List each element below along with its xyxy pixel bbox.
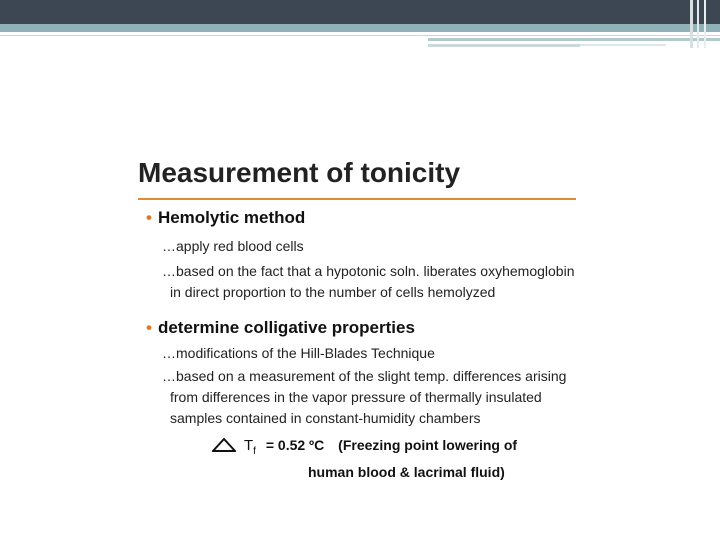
corner-decoration (690, 0, 693, 48)
formula-note-continued: human blood & lacrimal fluid) (308, 464, 505, 480)
section-heading-label: determine colligative properties (157, 318, 415, 337)
bullet-dot-icon: • (146, 208, 152, 227)
slide-title: Measurement of tonicity (138, 157, 461, 188)
header-stripe (580, 44, 666, 46)
list-item-line: …based on the fact that a hypotonic soln. liberates oxyhemoglobin (162, 263, 575, 279)
section-heading-colligative (146, 318, 415, 338)
list-item-line: …based on a measurement of the slight temp. differences arising (162, 368, 567, 384)
corner-decoration (697, 0, 699, 48)
header-stripe (428, 38, 720, 41)
title-underline (138, 198, 576, 200)
section-heading-label: Hemolytic method (157, 208, 306, 227)
list-item (162, 261, 574, 303)
formula-symbol: $T_f$ (244, 437, 256, 457)
formula-line (244, 437, 518, 457)
formula-note: (Freezing point lowering of (338, 437, 518, 453)
list-item-line: …apply red blood cells (162, 238, 304, 254)
header-accent-band (0, 24, 720, 32)
list-item-line: from differences in the vapor pressure of thermally insulated (170, 389, 542, 405)
list-item-line: in direct proportion to the number of cells hemolyzed (170, 284, 496, 300)
bullet-dot-icon: • (146, 318, 152, 337)
header-stripe (428, 44, 580, 47)
formula-text (244, 435, 517, 482)
list-item (162, 343, 435, 364)
corner-decoration (704, 0, 706, 48)
list-item (162, 366, 566, 429)
header-band (0, 0, 720, 24)
list-item (162, 236, 304, 257)
list-item-line: samples contained in constant-humidity chambers (170, 410, 481, 426)
freezing-point-formula (212, 435, 517, 482)
formula-equation: = 0.52 ºC (265, 437, 325, 453)
header-stripe (0, 35, 720, 36)
delta-triangle-icon (212, 438, 236, 452)
section-heading-hemolytic (146, 208, 305, 228)
list-item-line: …modifications of the Hill-Blades Technique (162, 345, 435, 361)
